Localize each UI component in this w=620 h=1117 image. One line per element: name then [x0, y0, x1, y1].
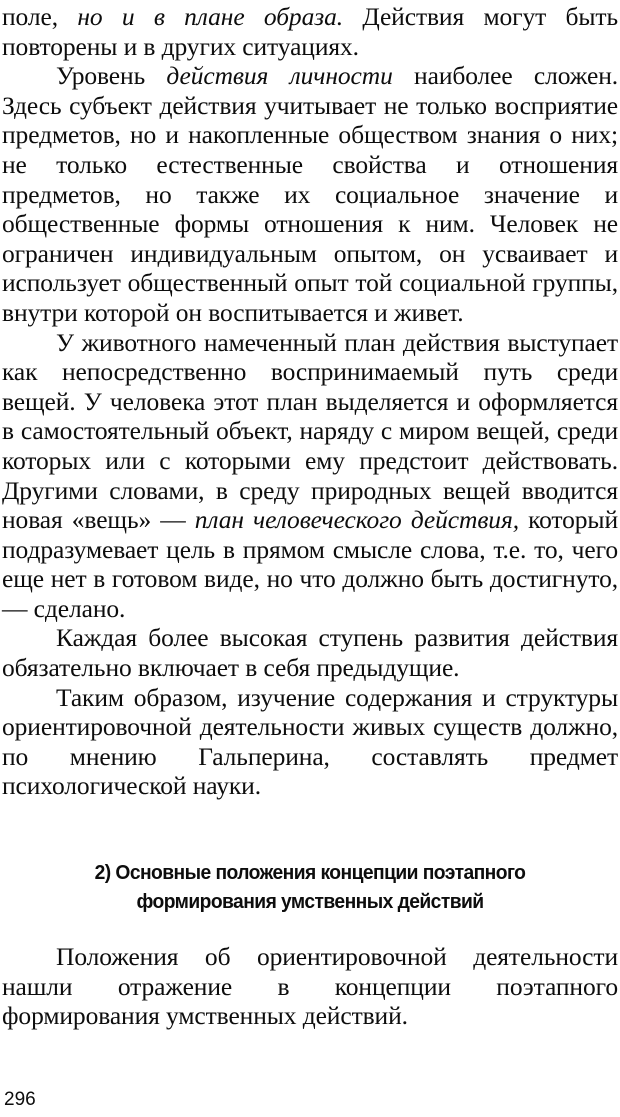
- page-number: 296: [4, 1089, 36, 1110]
- paragraph-personality-level: Уровень действия личности наиболее сложен. Здесь субъект действия учитывает не только восприятие предметов, но и накопленные обществом знания о них; не только естественные свойства и отношения предметов, но также их социальное значение и общественные формы отношения к ним. Человек не ограничен индивидуальным опытом, он усваивает и использует общественный опыт той социальной группы, внутри которой он воспитывается и живет.: [2, 61, 619, 327]
- italic-phrase: но и в плане образа.: [77, 2, 344, 31]
- paragraph-action-plan: У животного намеченный план действия выступает как непосредственно воспринимаемый путь среди вещей. У человека этот план выделяется и оформляется в самостоятельный объект, наряду с миром вещей, среди которых или с которыми ему предстоит действовать. Другими словами, в среду природных вещей вводится новая «вещь» — план человеческого действия, который подразумевает цель в прямом смысле слова, т.е. то, чего еще нет в готовом виде, но что должно быть достигнуто, — сделано.: [2, 327, 618, 623]
- italic-term: план человеческого действия,: [194, 505, 519, 535]
- paragraph-higher-stage: Каждая более высокая ступень развития действия обязательно включает в себя предыдущие.: [2, 623, 618, 683]
- paragraph-conclusion: Таким образом, изучение содержания и структуры ориентировочной деятельности живых существ должно, по мнению Гальперина, составлять предмет психологической науки.: [2, 682, 618, 801]
- paragraph-continuation: поле, но и в плане образа. Действия могут быть повторены и в других ситуациях.: [2, 2, 618, 61]
- section-heading-line-1: 2) Основные положения концепции поэтапного: [94, 861, 526, 884]
- body-text-upper: [2, 2, 618, 801]
- paragraph-provisions: Положения об ориентировочной деятельности нашли отражение в концепции поэтапного формирования умственных действий.: [2, 942, 618, 1031]
- italic-term: действия личности: [166, 61, 393, 91]
- section-heading-line-2: формирования умственных действий: [136, 890, 484, 913]
- section-heading: [19, 858, 602, 916]
- body-text-lower: [2, 942, 618, 1031]
